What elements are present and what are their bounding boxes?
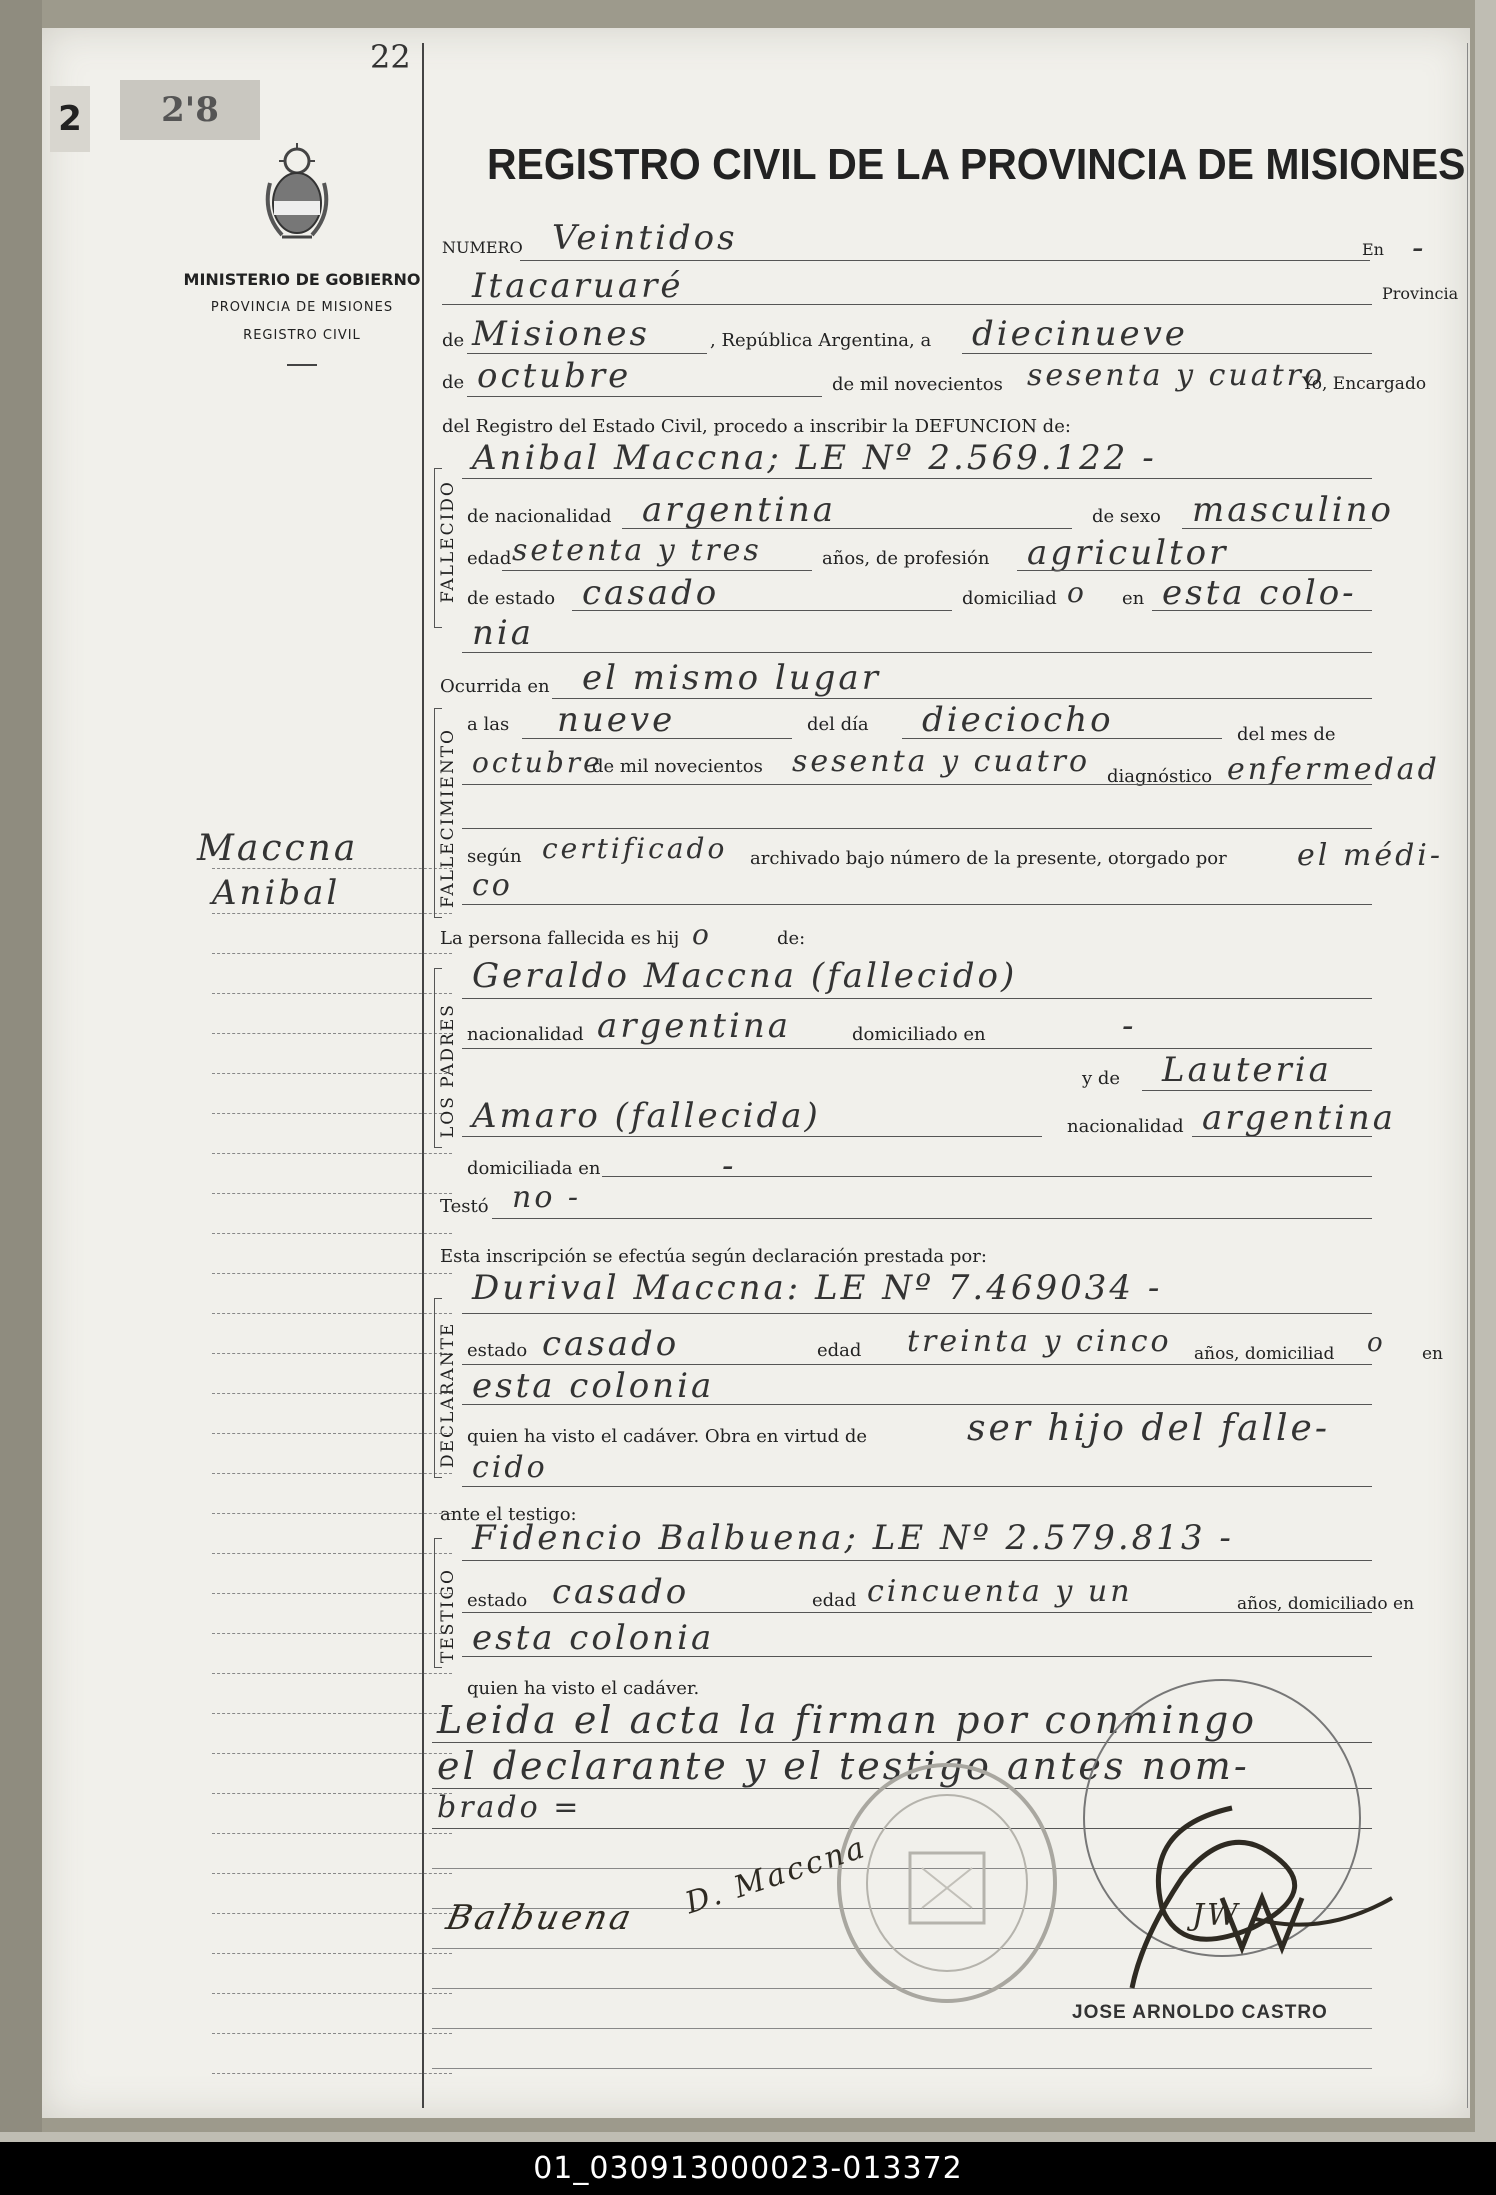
dia-value: diecinueve <box>972 314 1188 354</box>
rule <box>442 304 1372 305</box>
fallecimiento-section-label: FALLECIMIENTO <box>438 728 458 908</box>
rule <box>1182 528 1372 529</box>
folio-stamp: 2 <box>50 86 90 152</box>
right-rule <box>1467 43 1468 2108</box>
signature-balbuena: Balbuena <box>442 1898 638 1938</box>
padres-de-label: de: <box>777 928 806 949</box>
official-name: JOSE ARNOLDO CASTRO <box>1072 2002 1328 2023</box>
medico-value: el médi- <box>1297 838 1444 873</box>
margin-line <box>212 1033 452 1034</box>
rule <box>552 698 1372 699</box>
official-initials: JW <box>1192 1898 1241 1933</box>
margin-note-name: Anibal <box>212 873 341 913</box>
testigo-cadaver-label: quien ha visto el cadáver. <box>467 1678 700 1699</box>
profesion-value: agricultor <box>1027 533 1229 573</box>
rule <box>462 1486 1372 1487</box>
rule <box>902 738 1222 739</box>
mes-label: del mes de <box>1237 724 1336 745</box>
ministry-label: MINISTERIO DE GOBIERNO <box>183 270 421 289</box>
hijo-label: La persona fallecida es hij <box>440 928 680 949</box>
divider <box>287 364 317 366</box>
book-spine <box>0 0 42 2132</box>
margin-line <box>212 1953 452 1954</box>
declarante-anios-label: años, domiciliad <box>1194 1344 1335 1364</box>
ocurrida-label: Ocurrida en <box>440 676 550 697</box>
margin-note-surname: Maccna <box>197 828 359 869</box>
diagnostico-value: enfermedad <box>1227 752 1440 787</box>
section-bracket <box>434 1298 442 1478</box>
anio-value: sesenta y cuatro <box>1027 358 1326 393</box>
testo-value: no - <box>512 1180 582 1215</box>
virtud-value-2: cido <box>472 1450 548 1485</box>
testigo-section-label: TESTIGO <box>438 1568 458 1663</box>
archivado-label: archivado bajo número de la presente, otorgado por <box>750 848 1227 869</box>
declarante-intro: Esta inscripción se efectúa según declaración prestada por: <box>440 1246 987 1267</box>
madre-nac-value: argentina <box>1202 1098 1397 1138</box>
rule <box>432 2028 1372 2029</box>
mil-label-2: de mil novecientos <box>592 756 763 777</box>
declarante-en-label: en <box>1422 1344 1444 1364</box>
rule <box>1192 1136 1372 1137</box>
margin-line <box>212 1473 452 1474</box>
margin-line <box>212 1753 452 1754</box>
margin-line <box>212 1193 452 1194</box>
declarante-edad-label: edad <box>817 1340 862 1361</box>
closing-line-2: el declarante y el testigo antes nom- <box>437 1744 1250 1788</box>
rule <box>462 998 1372 999</box>
dia-value-fallecimiento: dieciocho <box>922 700 1114 740</box>
en-label-2: en <box>1122 588 1145 609</box>
page-number: 22 <box>370 38 411 76</box>
anio-value-fallecimiento: sesenta y cuatro <box>792 744 1091 779</box>
office-label: REGISTRO CIVIL <box>243 328 361 343</box>
folio-number: 2'8 <box>120 80 260 140</box>
certificado-value: certificado <box>542 832 728 865</box>
rule <box>1152 610 1372 611</box>
margin-line <box>212 1833 452 1834</box>
rule <box>462 1612 1372 1613</box>
padre-nac-label: nacionalidad <box>467 1024 584 1045</box>
domicilio-value: esta colo- <box>1162 573 1357 613</box>
nacionalidad-label: de nacionalidad <box>467 506 612 527</box>
main-rule <box>422 43 424 2108</box>
lugar-value: el mismo lugar <box>582 658 881 698</box>
rule <box>462 1136 1042 1137</box>
virtud-value: ser hijo del falle- <box>967 1408 1330 1449</box>
register-page <box>42 28 1470 2118</box>
hora-label: a las <box>467 714 510 735</box>
section-bracket <box>434 968 442 1148</box>
margin-line <box>212 1593 452 1594</box>
section-bracket <box>434 708 442 918</box>
padre-dom-value: - <box>1122 1006 1137 1046</box>
madre-nombre-2: Amaro (fallecida) <box>472 1096 821 1136</box>
rule <box>522 738 792 739</box>
section-bracket <box>434 1538 442 1668</box>
testigo-estado-value: casado <box>552 1572 690 1612</box>
testigo-edad-value: cincuenta y un <box>867 1574 1133 1609</box>
mil-label: de mil novecientos <box>832 374 1003 395</box>
rule <box>462 1048 1372 1049</box>
domicilio-label: domiciliad <box>962 588 1057 609</box>
margin-line <box>212 868 452 869</box>
mes-value-fallecimiento: octubre <box>472 746 603 779</box>
rule <box>462 652 1372 653</box>
fallecido-section-label: FALLECIDO <box>438 480 458 603</box>
margin-line <box>212 2033 452 2034</box>
profesion-label: años, de profesión <box>822 548 990 569</box>
rule <box>467 396 822 397</box>
rule <box>492 1218 1372 1219</box>
testigo-domicilio: esta colonia <box>472 1618 715 1658</box>
section-bracket <box>434 468 442 628</box>
closing-line-3: brado = <box>437 1790 582 1825</box>
testigo-edad-label: edad <box>812 1590 857 1611</box>
rule <box>462 1404 1372 1405</box>
margin-line <box>212 1113 452 1114</box>
margin-line <box>212 1433 452 1434</box>
archive-id: 01_030913000023-013372 <box>0 2142 1496 2195</box>
de-label: de <box>442 330 465 351</box>
hora-value: nueve <box>557 700 676 740</box>
declarante-domicilio: esta colonia <box>472 1366 715 1406</box>
testigo-intro: ante el testigo: <box>440 1504 577 1525</box>
margin-line <box>212 1673 452 1674</box>
margin-line <box>212 1233 452 1234</box>
margin-line <box>212 1073 452 1074</box>
margin-line <box>212 1313 452 1314</box>
mes-value: octubre <box>477 356 632 396</box>
rule <box>462 904 1372 905</box>
rule <box>1142 1090 1372 1091</box>
padres-section-label: LOS PADRES <box>438 1003 458 1138</box>
margin-line <box>212 1393 452 1394</box>
nacionalidad-value: argentina <box>642 490 837 530</box>
domicilio-suffix: o <box>1067 576 1087 609</box>
margin-line <box>212 1273 452 1274</box>
de-label-2: de <box>442 372 465 393</box>
rule <box>1017 570 1372 571</box>
rule <box>462 1656 1372 1657</box>
margin-line <box>212 1153 452 1154</box>
inscribir-label: del Registro del Estado Civil, procedo a inscribir la DEFUNCION de: <box>442 416 1071 437</box>
dia-label: del día <box>807 714 869 735</box>
en-label: En <box>1362 240 1384 259</box>
madre-nombre-1: Lauteria <box>1162 1050 1332 1090</box>
margin-line <box>212 1793 452 1794</box>
domiciliada-label: domiciliada en <box>467 1158 601 1179</box>
provincia-value: Misiones <box>472 314 650 354</box>
official-seal-icon <box>832 1758 1062 2012</box>
testigo-estado-label: estado <box>467 1590 528 1611</box>
yde-label: y de <box>1082 1068 1121 1089</box>
domicilio-value-2: nia <box>472 613 535 653</box>
margin-line <box>212 1553 452 1554</box>
hijo-suffix: o <box>692 918 712 951</box>
numero-label: NUMERO <box>442 238 523 257</box>
margin-line <box>212 993 452 994</box>
declarante-edad-value: treinta y cinco <box>907 1324 1172 1359</box>
margin-line <box>212 1873 452 1874</box>
numero-value: Veintidos <box>552 218 738 258</box>
republica-label: , República Argentina, a <box>710 330 932 351</box>
rule <box>602 1176 1372 1177</box>
segun-label: según <box>467 846 522 867</box>
rule <box>462 1364 1372 1365</box>
encargado-label: Yo, Encargado <box>1302 374 1427 394</box>
domiciliado-label: domiciliado en <box>852 1024 986 1045</box>
sexo-label: de sexo <box>1092 506 1161 527</box>
rule <box>462 478 1372 479</box>
rule <box>462 1313 1372 1314</box>
margin-line <box>212 1633 452 1634</box>
rule <box>572 610 952 611</box>
margin-line <box>212 1513 452 1514</box>
margin-line <box>212 1993 452 1994</box>
margin-line <box>212 1713 452 1714</box>
declarante-dom-suffix: o <box>1367 1328 1386 1358</box>
rule <box>432 2068 1372 2069</box>
testo-label: Testó <box>440 1196 489 1217</box>
closing-line-1: Leida el acta la firman por conmingo <box>437 1698 1258 1742</box>
declarante-nombre: Durival Maccna: LE Nº 7.469034 - <box>472 1268 1163 1308</box>
medico-value-2: co <box>472 868 513 903</box>
rule <box>962 353 1372 354</box>
margin-line <box>212 2073 452 2074</box>
rule <box>462 1560 1372 1561</box>
rule <box>502 570 812 571</box>
official-signature-icon <box>1102 1788 1402 2012</box>
sexo-value: masculino <box>1192 490 1395 530</box>
rule <box>462 784 1372 785</box>
madre-nac-label: nacionalidad <box>1067 1116 1184 1137</box>
page-title: REGISTRO CIVIL DE LA PROVINCIA DE MISIONES <box>487 140 1466 189</box>
cadaver-label: quien ha visto el cadáver. Obra en virtud de <box>467 1426 868 1447</box>
madre-dom-value: - <box>722 1146 737 1186</box>
margin-line <box>212 1353 452 1354</box>
testigo-nombre: Fidencio Balbuena; LE Nº 2.579.813 - <box>472 1518 1234 1558</box>
margin-line <box>212 953 452 954</box>
provincia-label: Provincia <box>1382 284 1459 303</box>
declarante-estado-label: estado <box>467 1340 528 1361</box>
estado-value: casado <box>582 573 720 613</box>
rule <box>622 528 1072 529</box>
edad-label: edad <box>467 548 512 569</box>
rule <box>462 828 1372 829</box>
signature-maccna: D. Maccna <box>681 1829 872 1922</box>
testigo-anios-label: años, domiciliado en <box>1237 1594 1415 1614</box>
edad-value: setenta y tres <box>512 533 762 568</box>
estado-label: de estado <box>467 588 556 609</box>
en-value: - <box>1412 228 1427 268</box>
rule <box>520 260 1370 261</box>
diagnostico-label: diagnóstico <box>1107 766 1213 787</box>
padre-nombre: Geraldo Maccna (fallecido) <box>472 956 1018 996</box>
declarante-estado-value: casado <box>542 1324 680 1364</box>
coat-of-arms-icon <box>262 143 332 257</box>
rule <box>467 353 707 354</box>
place-value: Itacaruaré <box>472 266 684 306</box>
margin-line <box>212 1913 452 1914</box>
fallecido-nombre: Anibal Maccna; LE Nº 2.569.122 - <box>472 438 1157 478</box>
margin-line <box>212 913 452 914</box>
padre-nac-value: argentina <box>597 1006 792 1046</box>
province-label: PROVINCIA DE MISIONES <box>210 300 394 315</box>
declarante-section-label: DECLARANTE <box>438 1321 458 1468</box>
